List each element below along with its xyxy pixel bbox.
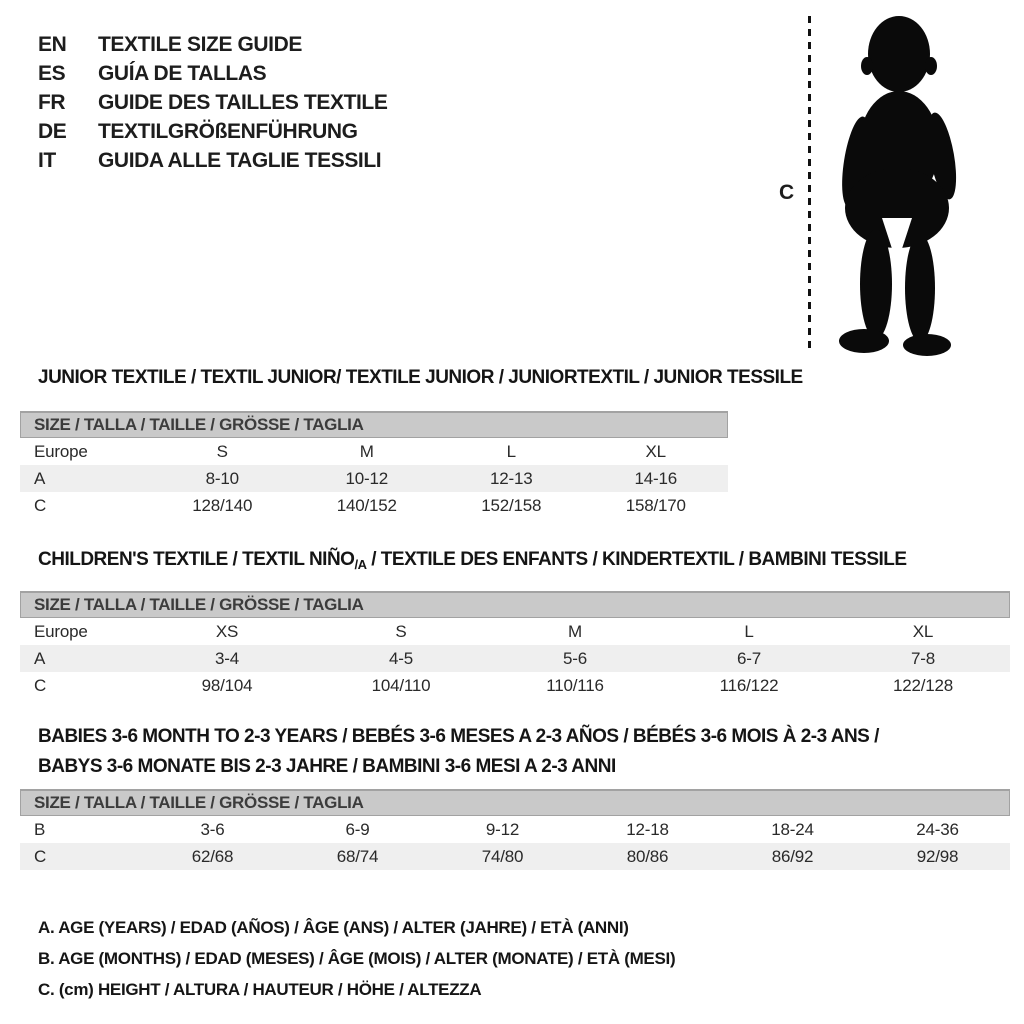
row-label: C [34,846,47,866]
children-section-title [38,549,907,571]
language-code: DE [38,119,67,143]
language-row-es [38,59,387,88]
language-code: EN [38,32,67,56]
table-row-age [20,645,1010,672]
language-title: TEXTILGRÖßENFÜHRUNG [98,119,358,143]
row-label: B [34,819,46,839]
height-cell: 86/92 [771,846,814,866]
age-cell: 6-9 [345,819,370,839]
height-cell: 74/80 [481,846,524,866]
height-cell: 62/68 [191,846,234,866]
children-title-part1: CHILDREN'S TEXTILE / TEXTIL NIÑO [38,549,355,570]
babies-size-table [20,789,1010,870]
babies-title-line2: BABYS 3-6 MONATE BIS 2-3 JAHRE / BAMBINI 3-6 MESI A 2-3 ANNI [38,756,616,777]
age-cell: 7-8 [911,648,935,668]
note-age-months: B. AGE (MONTHS) / EDAD (MESES) / ÂGE (MOIS) / ALTER (MONATE) / ETÀ (MESI) [38,949,676,968]
language-row-de [38,117,387,146]
language-title: TEXTILE SIZE GUIDE [98,32,302,56]
height-cell: 152/158 [481,495,542,515]
age-cell: 10-12 [345,468,388,488]
age-cell: 4-5 [389,648,413,668]
language-code: IT [38,148,56,172]
height-cell: 68/74 [336,846,379,866]
age-cell: 12-13 [490,468,533,488]
age-cell: 8-10 [205,468,239,488]
size-cell: S [216,441,228,461]
size-cell: L [744,621,754,641]
height-cell: 158/170 [625,495,686,515]
language-title: GUIDE DES TAILLES TEXTILE [98,90,388,114]
size-header-bar: SIZE / TALLA / TAILLE / GRÖSSE / TAGLIA [20,411,728,438]
table-row-age-months [20,816,1010,843]
junior-size-table [20,411,728,519]
table-row-europe [20,438,728,465]
age-cell: 18-24 [771,819,814,839]
row-label: C [34,675,47,695]
toddler-silhouette-icon [820,12,978,357]
age-cell: 24-36 [916,819,959,839]
row-label: Europe [34,621,88,641]
children-title-part2: / TEXTILE DES ENFANTS / KINDERTEXTIL / BAMBINI TESSILE [366,549,907,570]
table-row-height [20,492,728,519]
size-cell: XS [215,621,239,641]
age-cell: 9-12 [485,819,520,839]
note-height-cm: C. (cm) HEIGHT / ALTURA / HAUTEUR / HÖHE / ALTEZZA [38,980,482,999]
language-title: GUÍA DE TALLAS [98,61,267,85]
babies-title-line1: BABIES 3-6 MONTH TO 2-3 YEARS / BEBÉS 3-6 MESES A 2-3 AÑOS / BÉBÉS 3-6 MOIS À 2-3 ANS / [38,726,879,747]
height-cell: 110/116 [546,675,604,695]
row-label: Europe [34,441,88,461]
table-row-europe [20,618,1010,645]
size-header-bar: SIZE / TALLA / TAILLE / GRÖSSE / TAGLIA [20,789,1010,816]
size-cell: M [568,621,582,641]
height-c-label: C [779,181,795,204]
language-code: FR [38,90,66,114]
language-list [38,30,387,175]
babies-section-title [38,722,879,782]
height-cell: 80/86 [626,846,669,866]
height-cell: 104/110 [371,675,431,695]
age-cell: 14-16 [634,468,677,488]
table-row-height [20,672,1010,699]
height-cell: 140/152 [336,495,397,515]
age-cell: 3-4 [215,648,239,668]
row-label: A [34,648,46,668]
height-cell: 92/98 [916,846,959,866]
table-row-age [20,465,728,492]
size-cell: XL [645,441,666,461]
size-cell: XL [912,621,934,641]
age-cell: 3-6 [200,819,225,839]
junior-section-title: JUNIOR TEXTILE / TEXTIL JUNIOR/ TEXTILE JUNIOR / JUNIORTEXTIL / JUNIOR TESSILE [38,367,803,388]
height-cell: 116/122 [719,675,779,695]
language-code: ES [38,61,66,85]
language-title: GUIDA ALLE TAGLIE TESSILI [98,148,382,172]
height-cell: 128/140 [192,495,253,515]
language-row-fr [38,88,387,117]
row-label: C [34,495,47,515]
age-cell: 12-18 [626,819,669,839]
language-row-it [38,146,387,175]
note-age-years: A. AGE (YEARS) / EDAD (AÑOS) / ÂGE (ANS) / ALTER (JAHRE) / ETÀ (ANNI) [38,918,629,937]
size-cell: S [395,621,407,641]
language-row-en [38,30,387,59]
children-size-table [20,591,1010,699]
table-row-height [20,843,1010,870]
legend-notes [38,912,675,1005]
children-title-subscript: /A [354,557,367,572]
height-dashed-line [808,16,811,354]
size-cell: M [359,441,374,461]
row-label: A [34,468,46,488]
age-cell: 5-6 [563,648,587,668]
size-cell: L [506,441,516,461]
size-header-bar: SIZE / TALLA / TAILLE / GRÖSSE / TAGLIA [20,591,1010,618]
height-cell: 98/104 [201,675,253,695]
age-cell: 6-7 [737,648,761,668]
height-cell: 122/128 [892,675,954,695]
